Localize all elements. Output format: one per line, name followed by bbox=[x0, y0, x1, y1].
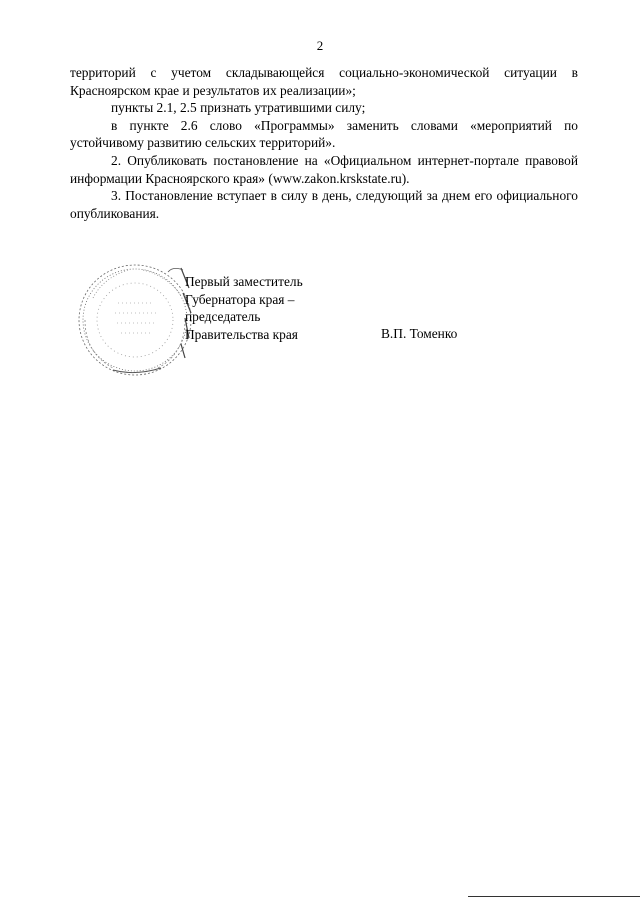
page-number: 2 bbox=[316, 38, 324, 53]
paragraph-points-repealed: пункты 2.1, 2.5 признать утратившими силу; bbox=[111, 100, 366, 116]
document-body bbox=[70, 64, 578, 222]
signature-position-line: Губернатора края – bbox=[185, 291, 295, 307]
paragraph-entry-into-force: 3. Постановление вступает в силу в день, следующий за днем его официального опубликования. bbox=[70, 188, 578, 221]
paragraph-continuation: территорий с учетом складывающейся социально-экономической ситуации в Красноярском крае и результатов их реализации»; bbox=[70, 65, 578, 98]
paragraph-word-replacement: в пункте 2.6 слово «Программы» заменить словами «мероприятий по устойчивому развитию сельских территорий». bbox=[70, 117, 578, 151]
signature-position-line: председатель bbox=[185, 309, 261, 325]
signature-position-line: Первый заместитель bbox=[185, 274, 303, 289]
signature-position-line: Правительства края bbox=[185, 326, 298, 342]
official-seal-icon bbox=[73, 258, 203, 380]
footer-divider bbox=[468, 896, 640, 897]
signature-position bbox=[185, 273, 303, 343]
signer-name: В.П. Томенко bbox=[381, 326, 458, 341]
paragraph-publication: 2. Опубликовать постановление на «Официальном интернет-портале правовой информации Красноярского края» (www.zakon.krskstate.ru). bbox=[70, 152, 578, 186]
